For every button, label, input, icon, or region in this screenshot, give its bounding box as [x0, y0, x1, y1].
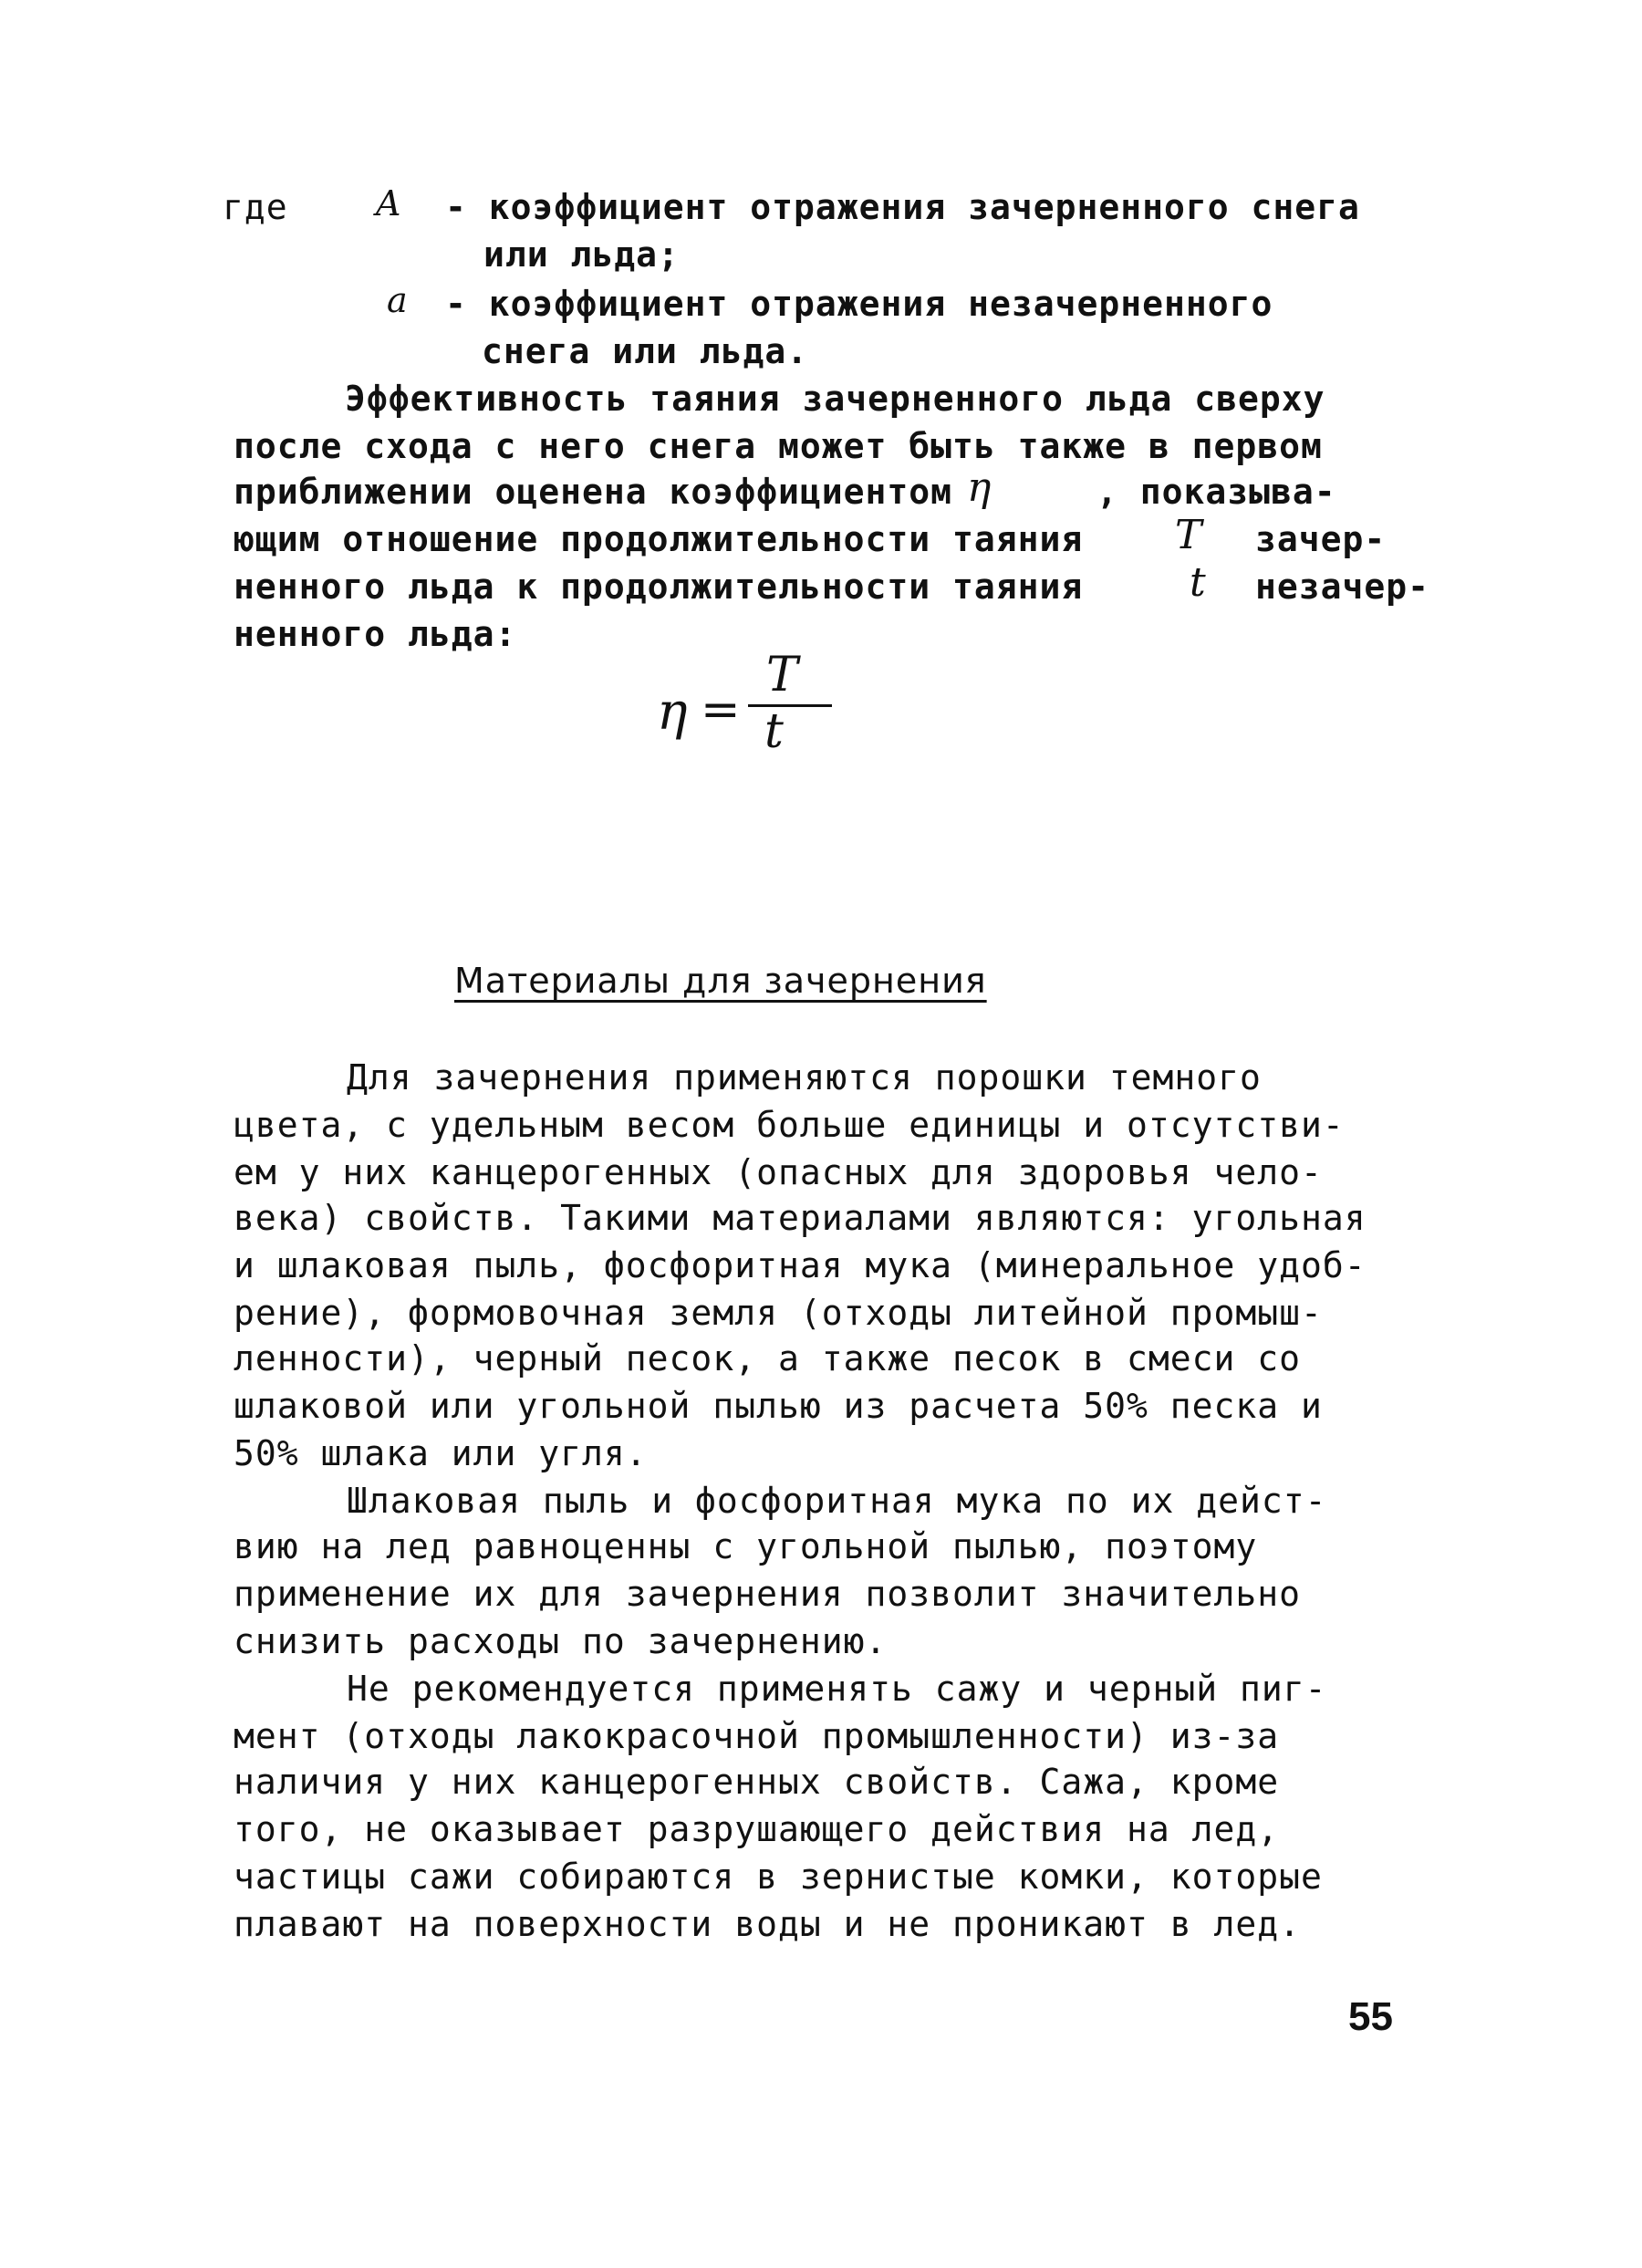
symbol-A: A: [376, 183, 402, 224]
formula-numerator: T: [766, 648, 798, 702]
section-heading: Материалы для зачернения: [454, 961, 987, 1001]
para4-line: мент (отходы лакокрасочной промышленности) из-за: [234, 1716, 1280, 1756]
para2-line: шлаковой или угольной пылью из расчета 50% песка и: [234, 1386, 1323, 1426]
para2-line: ленности), черный песок, а также песок в смеси со: [234, 1338, 1302, 1378]
where-label: где: [223, 187, 288, 227]
para1-line4b: зачер-: [1255, 519, 1387, 559]
para3-line: снизить расходы по зачернению.: [234, 1621, 888, 1661]
para3-line: Шлаковая пыль и фосфоритная мука по их дейст-: [347, 1481, 1327, 1521]
def-A-line1: - коэффициент отражения зачерненного снега: [445, 187, 1360, 227]
fraction-bar: [748, 704, 832, 707]
symbol-T: T: [1175, 512, 1203, 558]
def-A-line2: или льда;: [483, 234, 680, 275]
para2-line: Для зачернения применяются порошки темного: [347, 1057, 1262, 1098]
para2-line: рение), формовочная земля (отходы литейной промыш-: [234, 1293, 1323, 1333]
para1-line6: ненного льда:: [234, 614, 517, 654]
symbol-a: a: [387, 280, 409, 320]
para4-line: плавают на поверхности воды и не проникают в лед.: [234, 1904, 1302, 1944]
formula-equals: =: [701, 682, 741, 737]
para1-line5a: ненного льда к продолжительности таяния: [234, 567, 1084, 607]
para4-line: Не рекомендуется применять сажу и черный пиг-: [347, 1669, 1327, 1709]
para3-line: вию на лед равноценны с угольной пылью, поэтому: [234, 1526, 1258, 1566]
para2-line: ем у них канцерогенных (опасных для здоровья чело-: [234, 1152, 1323, 1192]
def-a-line1: - коэффициент отражения незачерненного: [445, 284, 1273, 324]
para1-line2: после схода с него снега может быть также в первом: [234, 426, 1323, 466]
para4-line: того, не оказывает разрушающего действия на лед,: [234, 1809, 1280, 1849]
para2-line: и шлаковая пыль, фосфоритная мука (минеральное удоб-: [234, 1245, 1367, 1285]
para1-line5b: незачер-: [1255, 567, 1430, 607]
para1-line4a: ющим отношение продолжительности таяния: [234, 519, 1084, 559]
para2-line: века) свойств. Такими материалами являются: угольная: [234, 1198, 1367, 1238]
formula-denominator: t: [764, 704, 784, 759]
para1-line1: Эффективность таяния зачерненного льда сверху: [345, 379, 1325, 419]
para1-line3b: , показыва-: [1096, 472, 1336, 512]
symbol-t: t: [1190, 559, 1207, 606]
para4-line: частицы сажи собираются в зернистые комки, которые: [234, 1857, 1323, 1897]
para4-line: наличия у них канцерогенных свойств. Сажа, кроме: [234, 1762, 1280, 1802]
symbol-eta: η: [967, 464, 992, 511]
para2-line: 50% шлака или угля.: [234, 1433, 648, 1473]
para1-line3a: приближении оценена коэффициентом: [234, 472, 952, 512]
para2-line: цвета, с удельным весом больше единицы и отсутстви-: [234, 1105, 1345, 1145]
formula-eta: [657, 648, 839, 757]
page-number: 55: [1348, 1994, 1393, 2039]
formula-lhs: η: [657, 682, 688, 742]
def-a-line2: снега или льда.: [482, 331, 809, 371]
para3-line: применение их для зачернения позволит значительно: [234, 1574, 1302, 1614]
